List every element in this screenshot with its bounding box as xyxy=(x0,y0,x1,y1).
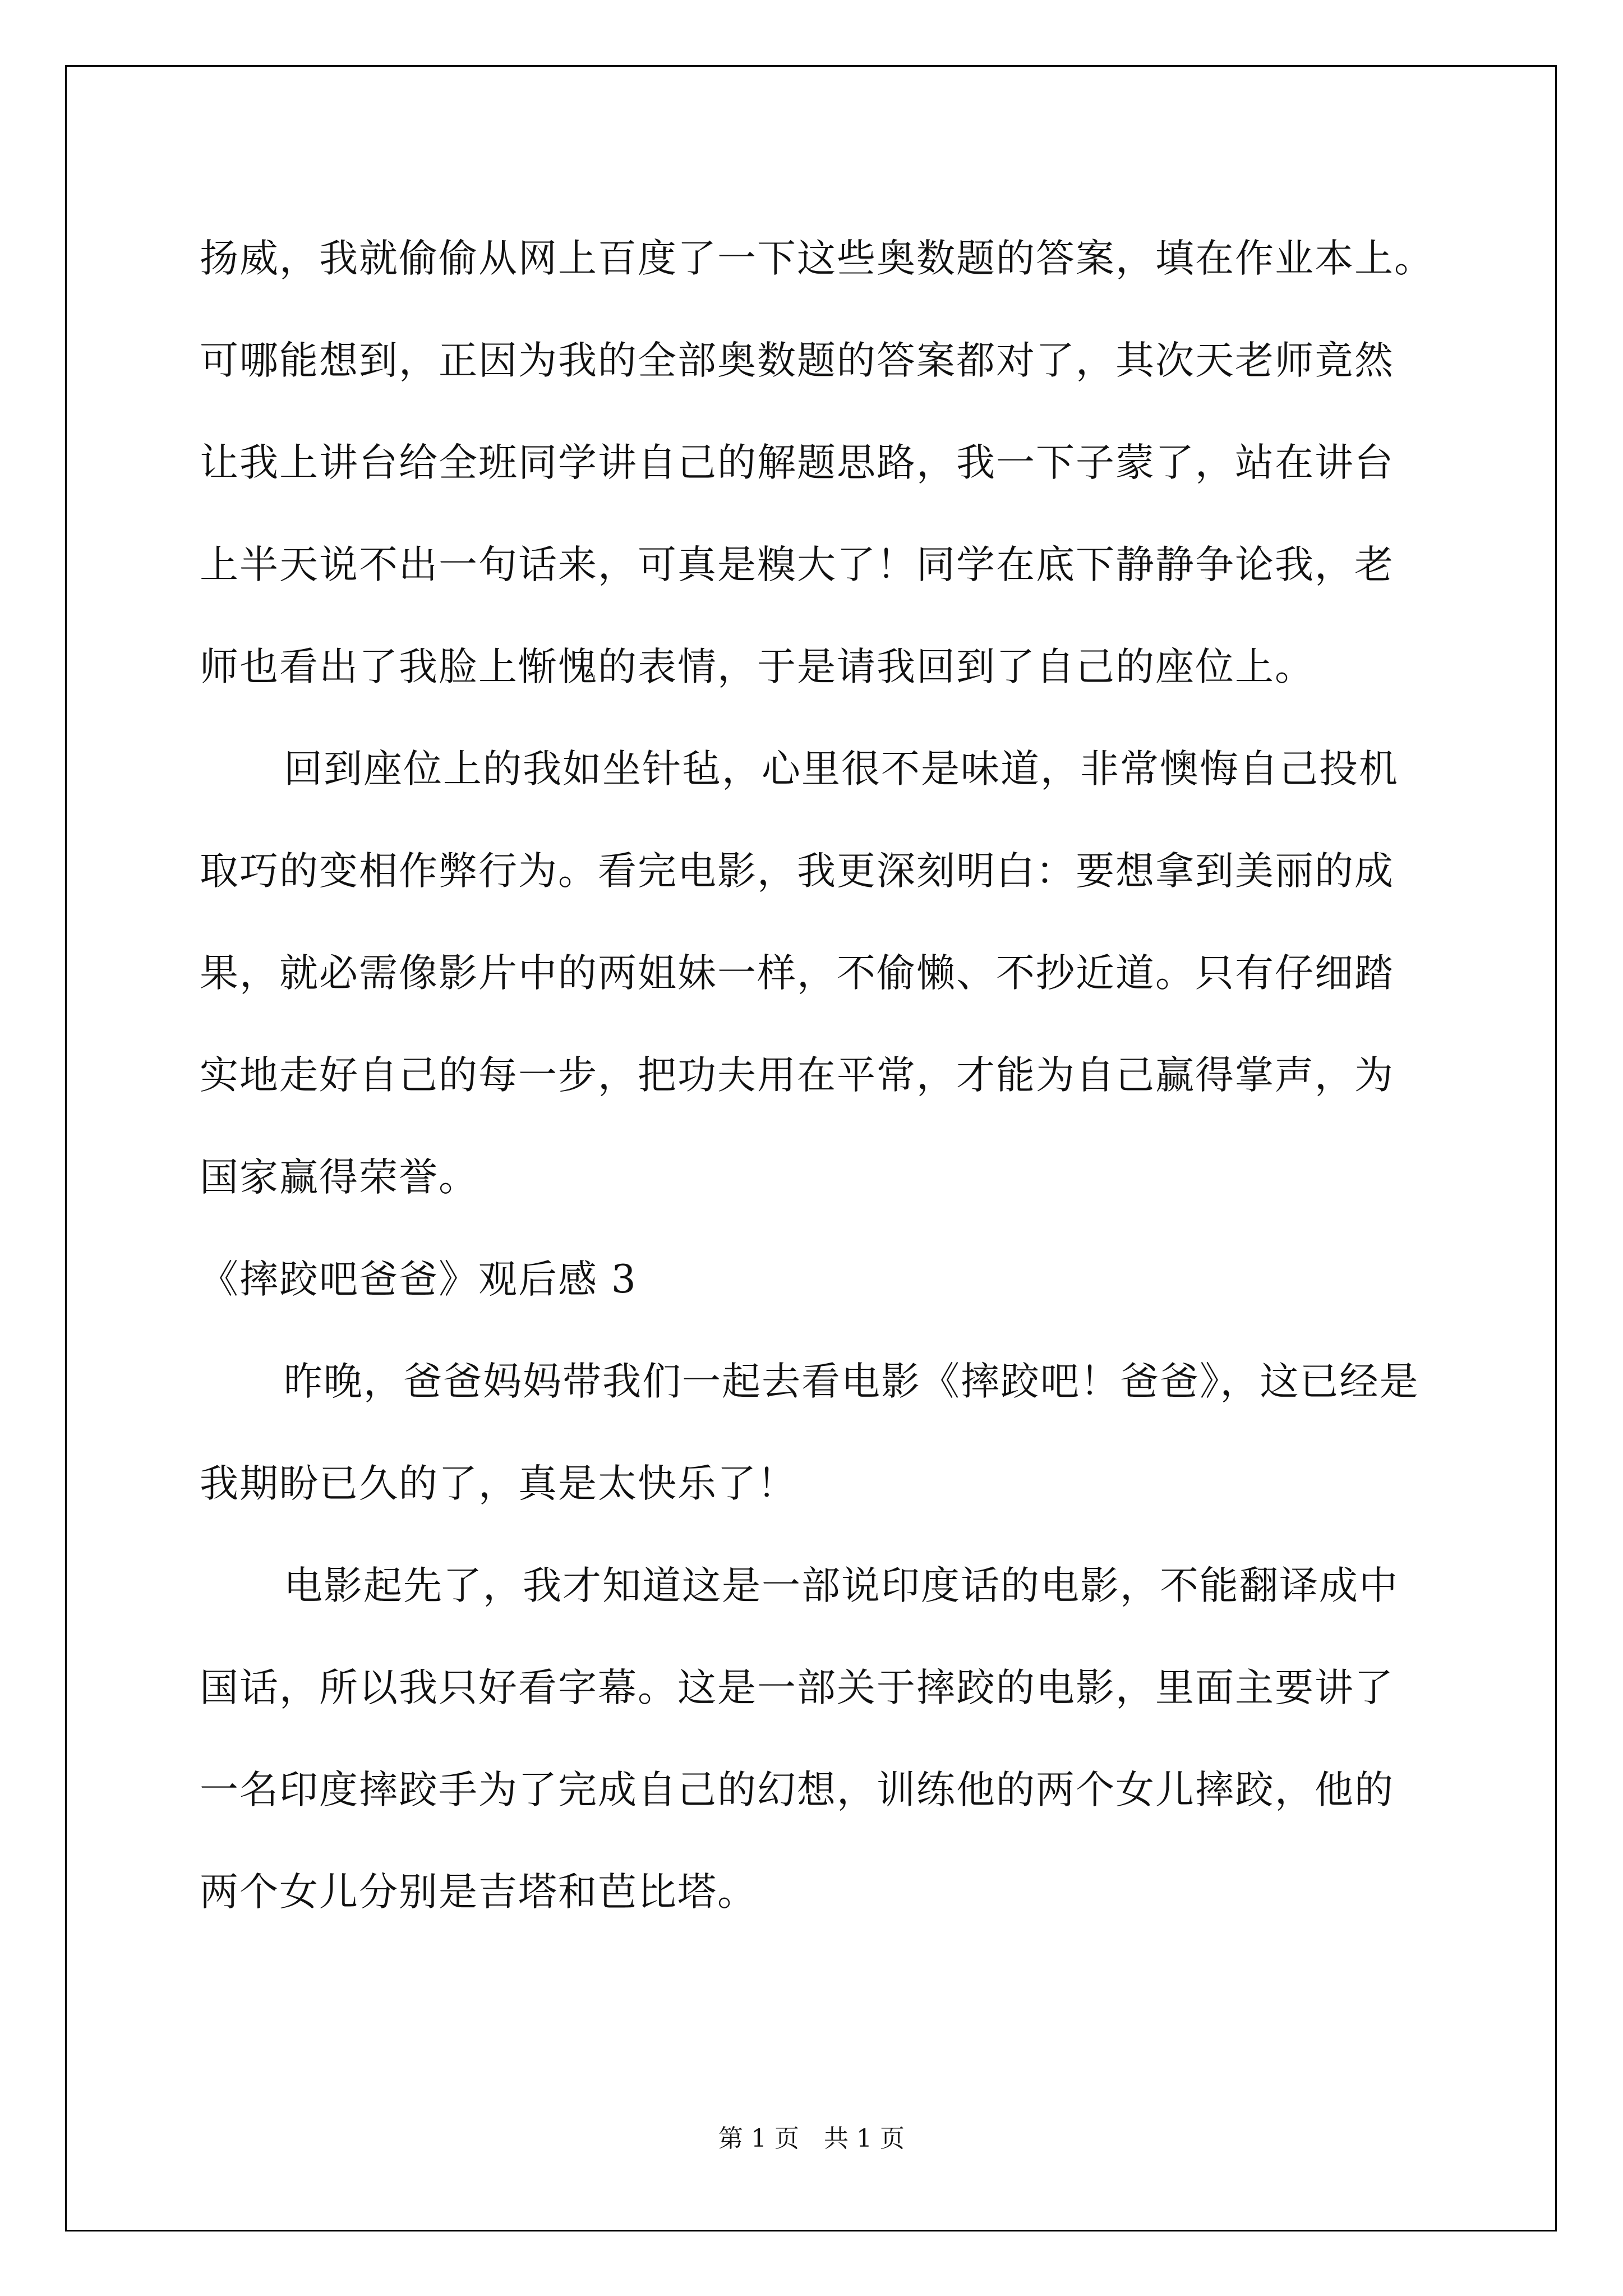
text-line: 回到座位上的我如坐针毡，心里很不是味道，非常懊悔自己投机 xyxy=(284,747,1399,792)
paragraph xyxy=(200,718,1467,1228)
text-line: 上半天说不出一句话来，可真是糗大了！同学在底下静静争论我，老 xyxy=(200,542,1394,587)
text-line: 电影起先了，我才知道这是一部说印度话的电影，不能翻译成中 xyxy=(284,1563,1399,1608)
heading-text: 《摔跤吧爸爸》观后感 3 xyxy=(200,1257,637,1302)
text-line: 取巧的变相作弊行为。看完电影，我更深刻明白：要想拿到美丽的成 xyxy=(200,849,1394,894)
paragraph xyxy=(200,1535,1467,1943)
text-line: 我期盼已久的了，真是太快乐了！ xyxy=(200,1461,797,1506)
text-line: 昨晚，爸爸妈妈带我们一起去看电影《摔跤吧！爸爸》，这已经是 xyxy=(284,1359,1419,1404)
text-line: 两个女儿分别是吉塔和芭比塔。 xyxy=(200,1870,757,1915)
text-line: 师也看出了我脸上惭愧的表情，于是请我回到了自己的座位上。 xyxy=(200,645,1315,689)
text-line: 让我上讲台给全班同学讲自己的解题思路，我一下子蒙了，站在讲台 xyxy=(200,440,1394,485)
document-body xyxy=(200,208,1467,1943)
text-line: 可哪能想到，正因为我的全部奥数题的答案都对了，其次天老师竟然 xyxy=(200,338,1394,383)
text-line: 果，就必需像影片中的两姐妹一样，不偷懒、不抄近道。只有仔细踏 xyxy=(200,951,1394,996)
text-line: 国家赢得荣誉。 xyxy=(200,1155,478,1200)
text-line: 一名印度摔跤手为了完成自己的幻想，训练他的两个女儿摔跤，他的 xyxy=(200,1768,1394,1812)
text-line: 扬威，我就偷偷从网上百度了一下这些奥数题的答案，填在作业本上。 xyxy=(200,236,1434,281)
section-heading xyxy=(200,1228,1467,1331)
page-footer: 第 1 页 共 1 页 xyxy=(718,2124,905,2153)
text-line: 实地走好自己的每一步，把功夫用在平常，才能为自己赢得掌声，为 xyxy=(200,1053,1394,1098)
paragraph-continuation xyxy=(200,208,1467,718)
paragraph xyxy=(200,1331,1467,1535)
text-line: 国话，所以我只好看字幕。这是一部关于摔跤的电影，里面主要讲了 xyxy=(200,1665,1394,1710)
